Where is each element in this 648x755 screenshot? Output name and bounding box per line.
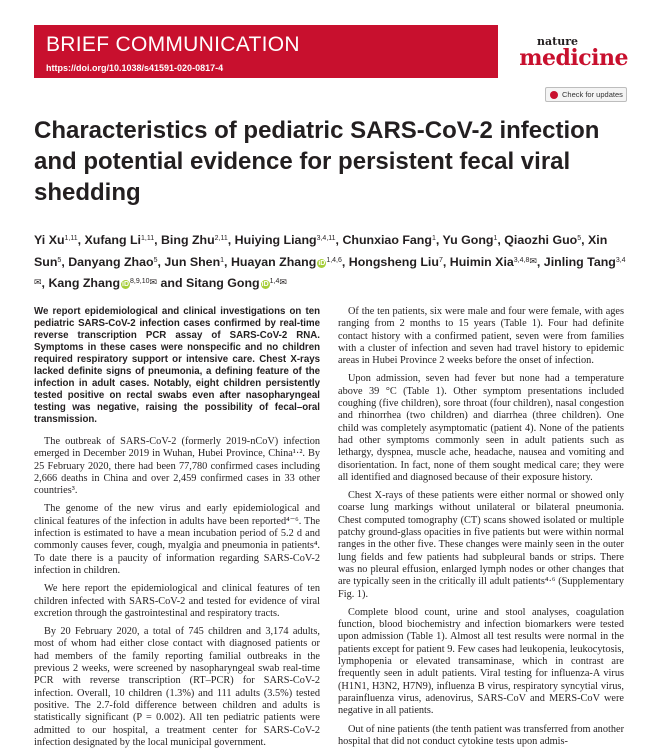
author-affiliation: 1,4 — [269, 278, 280, 285]
author-affiliation: 1 — [431, 235, 436, 242]
author-name: Huiying Liang — [234, 233, 317, 247]
author[interactable] — [231, 255, 342, 269]
author-name: Bing Zhu — [160, 233, 215, 247]
author-affiliation: 1,4,6 — [326, 256, 342, 264]
article-title: Characteristics of pediatric SARS-CoV-2 infection and potential evidence for persistent fecal viral shedding — [34, 117, 600, 206]
updates-icon — [550, 91, 558, 99]
author[interactable] — [349, 255, 443, 269]
author-affiliation: 1,11 — [64, 235, 78, 242]
author[interactable] — [235, 233, 336, 247]
author-affiliation: 7 — [438, 256, 443, 264]
article-type-label: BRIEF COMMUNICATION — [46, 33, 300, 56]
author[interactable] — [68, 255, 157, 269]
author-name: Yi Xu — [34, 233, 65, 247]
author-name: Sitang Gong — [185, 276, 260, 290]
article-type-banner — [34, 25, 498, 78]
author[interactable] — [342, 233, 435, 247]
author-affiliation: 3,4 — [615, 256, 626, 264]
author[interactable] — [164, 255, 224, 269]
body-paragraph: Upon admission, seven had fever but none had a temperature above 39 °C (Table 1). Other symptom presentations included coughing (five children), sore throat (four children), nasal congestion and rhinorrhea (two children) and diarrhea (three children). One child was completely asymptomatic (patient 4). None of the patients had other symptoms commonly seen in adult patients such as lethargy, dyspnea, muscle ache, headache, nausea and vomiting and disorientation. In fact, none of them sought medical care; they were all identified and diagnosed because of their exposure history. — [338, 373, 624, 483]
author-affiliation: 3,4,11 — [316, 235, 336, 242]
author-affiliation: 1 — [493, 235, 498, 242]
author-affiliation: 5 — [153, 256, 158, 264]
author-name: Xin Sun — [34, 233, 608, 269]
body-paragraph: Complete blood count, urine and stool analyses, coagulation function, blood biochemistry and infection biomarkers were tested upon admission (Table 1). Almost all test results were normal in the patients except for patient 9. Few cases had leukopenia, leukocytosis, lymphopenia or elevated transaminase, which in contrast are frequently seen in adult patients. Viral testing for influenza-A virus (H1N1, H3N2, H7N9), influenza B virus, respiratory syncytial virus, parainfluenza virus, adenovirus, SARS-CoV and MERS-CoV were negative in all patients. — [338, 606, 624, 717]
author-affiliation: 3,4,8 — [513, 256, 530, 264]
doi-link[interactable]: https://doi.org/10.1038/s41591-020-0817-4 — [46, 63, 224, 73]
body-paragraph: By 20 February 2020, a total of 745 children and 3,174 adults, most of whom had either close contact with diagnosed patients or had members of the family reporting familial outbreaks in the previous 2 weeks, were screened by nasopharyngeal swab real-time PCR with reverse transcription (RT–PCR) for SARS-CoV-2 infection. Overall, 10 children (1.3%) and 111 adults (3.5%) tested positive. The 2.7-fold difference between children and adults is statistically significant (P = 0.002). All ten pediatric patients were admitted to our hospital, a treatment center for SARS-CoV-2 infection designated by the local municipal government. — [34, 626, 320, 748]
author[interactable] — [161, 233, 228, 247]
author-affiliation: 5 — [57, 256, 62, 264]
author-name: Huayan Zhang — [230, 254, 317, 269]
author[interactable] — [450, 255, 537, 269]
email-icon[interactable]: ✉ — [529, 255, 537, 266]
orcid-icon[interactable]: iD — [261, 281, 269, 288]
author-affiliation: 2,11 — [214, 235, 228, 242]
author-name: Danyang Zhao — [68, 254, 154, 269]
author[interactable] — [443, 233, 498, 247]
body-paragraph: The outbreak of SARS-CoV-2 (formerly 2019-nCoV) infection emerged in December 2019 in Wuhan, Hubei Province, China¹·². By 25 February 2020, there had been 77,780 confirmed cases including 2,666 deaths in China and over 2,459 confirmed cases in 33 other countries³. — [34, 436, 320, 497]
author-affiliation: 1 — [220, 256, 225, 264]
email-icon[interactable]: ✉ — [279, 277, 287, 287]
author[interactable] — [48, 276, 157, 290]
left-column — [34, 306, 320, 755]
author-list: Yi Xu$^{1,11}$, Xufang Li$^{1,11}$, Bing Zhu$^{2,11}$, Huiying Liang$^{3,4,11}$, Chunxiao Fang$^1$, Yu Gong$^1$, Qiaozhi Guo$^5$, Xin Sun$^5$, Danyang Zhao$^5$, Jun Shen$^1$, Huayan Zhang iD$^{1,4,6}$, Hongsheng Liu$^7$, Huimin Xia$^{3,4,8}$✉, Jinling Tang$^{3,4}$✉, Kang Zhang iD$^{8,9,10}$✉ and Sitang Gong iD$^{1,4}$✉ — [34, 229, 630, 294]
body-paragraph: Out of nine patients (the tenth patient was transferred from another hospital that did not conduct cytokine tests upon admis- — [338, 723, 624, 747]
author[interactable] — [186, 276, 287, 290]
body-paragraph: We here report the epidemiological and clinical features of ten children infected with SARS-CoV-2 and tested for evidence of viral excretion through the gastrointestinal and respiratory tracts. — [34, 583, 320, 619]
author-name: Jinling Tang — [543, 254, 616, 269]
abstract: We report epidemiological and clinical investigations on ten pediatric SARS-CoV-2 infection cases confirmed by real-time reverse transcription PCR assay of SARS-CoV-2 RNA. Symptoms in these cases were nonspecific and no children required respiratory support or intensive care. Chest X-rays lacked definite signs of pneumonia, a defining feature of the infection in adult cases. Notably, eight children persistently tested positive on rectal swabs even after nasopharyngeal testing was negative, raising the possibility of fecal–oral transmission. — [34, 306, 320, 425]
check-for-updates-button[interactable] — [545, 87, 627, 102]
body-paragraph: The genome of the new virus and early epidemiological and clinical features of the infection in adults have been reported⁴⁻⁶. The infection is estimated to have a mean incubation period of 5.2 d and commonly causes fever, cough, myalgia and pneumonia in patients⁴. To date there is a paucity of information regarding SARS-CoV-2 infection in children. — [34, 503, 320, 576]
author-name: Chunxiao Fang — [342, 233, 432, 247]
email-icon[interactable]: ✉ — [149, 277, 158, 287]
journal-logo-line1: nature — [537, 35, 578, 48]
author[interactable] — [34, 233, 78, 247]
right-column — [338, 306, 624, 754]
author-affiliation: 5 — [577, 235, 582, 242]
author-name: Kang Zhang — [48, 276, 121, 290]
author[interactable] — [504, 233, 581, 247]
orcid-icon[interactable]: iD — [318, 259, 326, 267]
author-name: Qiaozhi Guo — [504, 233, 578, 247]
body-paragraph: Of the ten patients, six were male and four were female, with ages ranging from 2 months to 15 years (Table 1). Four had definite contact history with a confirmed patient, seven were from families with a cluster of infection and seven had travel history to epidemic areas in Hubei Province 2 weeks before the onset of infection. — [338, 306, 624, 367]
journal-logo-line2: medicine — [519, 45, 628, 71]
author-name: Xufang Li — [84, 233, 141, 247]
body-paragraph: Chest X-rays of these patients were either normal or showed only coarse lung markings without unilateral or bilateral pneumonia. Chest computed tomography (CT) scans showed isolated or multiple patchy ground-glass opacities in five patients but were within normal ranges in the other five. These changes were mainly seen in the outer lung fields and few patients had subpleural bands or strips. There was no pleural effusion, enlarged lymph nodes or other changes that are typically seen in the critically ill adult patients⁴·⁶ (Supplementary Fig. 1). — [338, 490, 624, 600]
author-affiliation: 1,11 — [140, 235, 155, 242]
author[interactable] — [85, 233, 155, 247]
journal-logo[interactable] — [508, 36, 628, 69]
email-icon[interactable]: ✉ — [34, 277, 42, 287]
author-affiliation: 8,9,10 — [130, 278, 150, 285]
author-name: Hongsheng Liu — [348, 254, 439, 269]
author-name: Huimin Xia — [449, 254, 514, 269]
author-name: Yu Gong — [442, 233, 494, 247]
orcid-icon[interactable]: iD — [122, 281, 130, 288]
check-for-updates-label: Check for updates — [562, 90, 623, 99]
author-name: Jun Shen — [164, 254, 221, 269]
